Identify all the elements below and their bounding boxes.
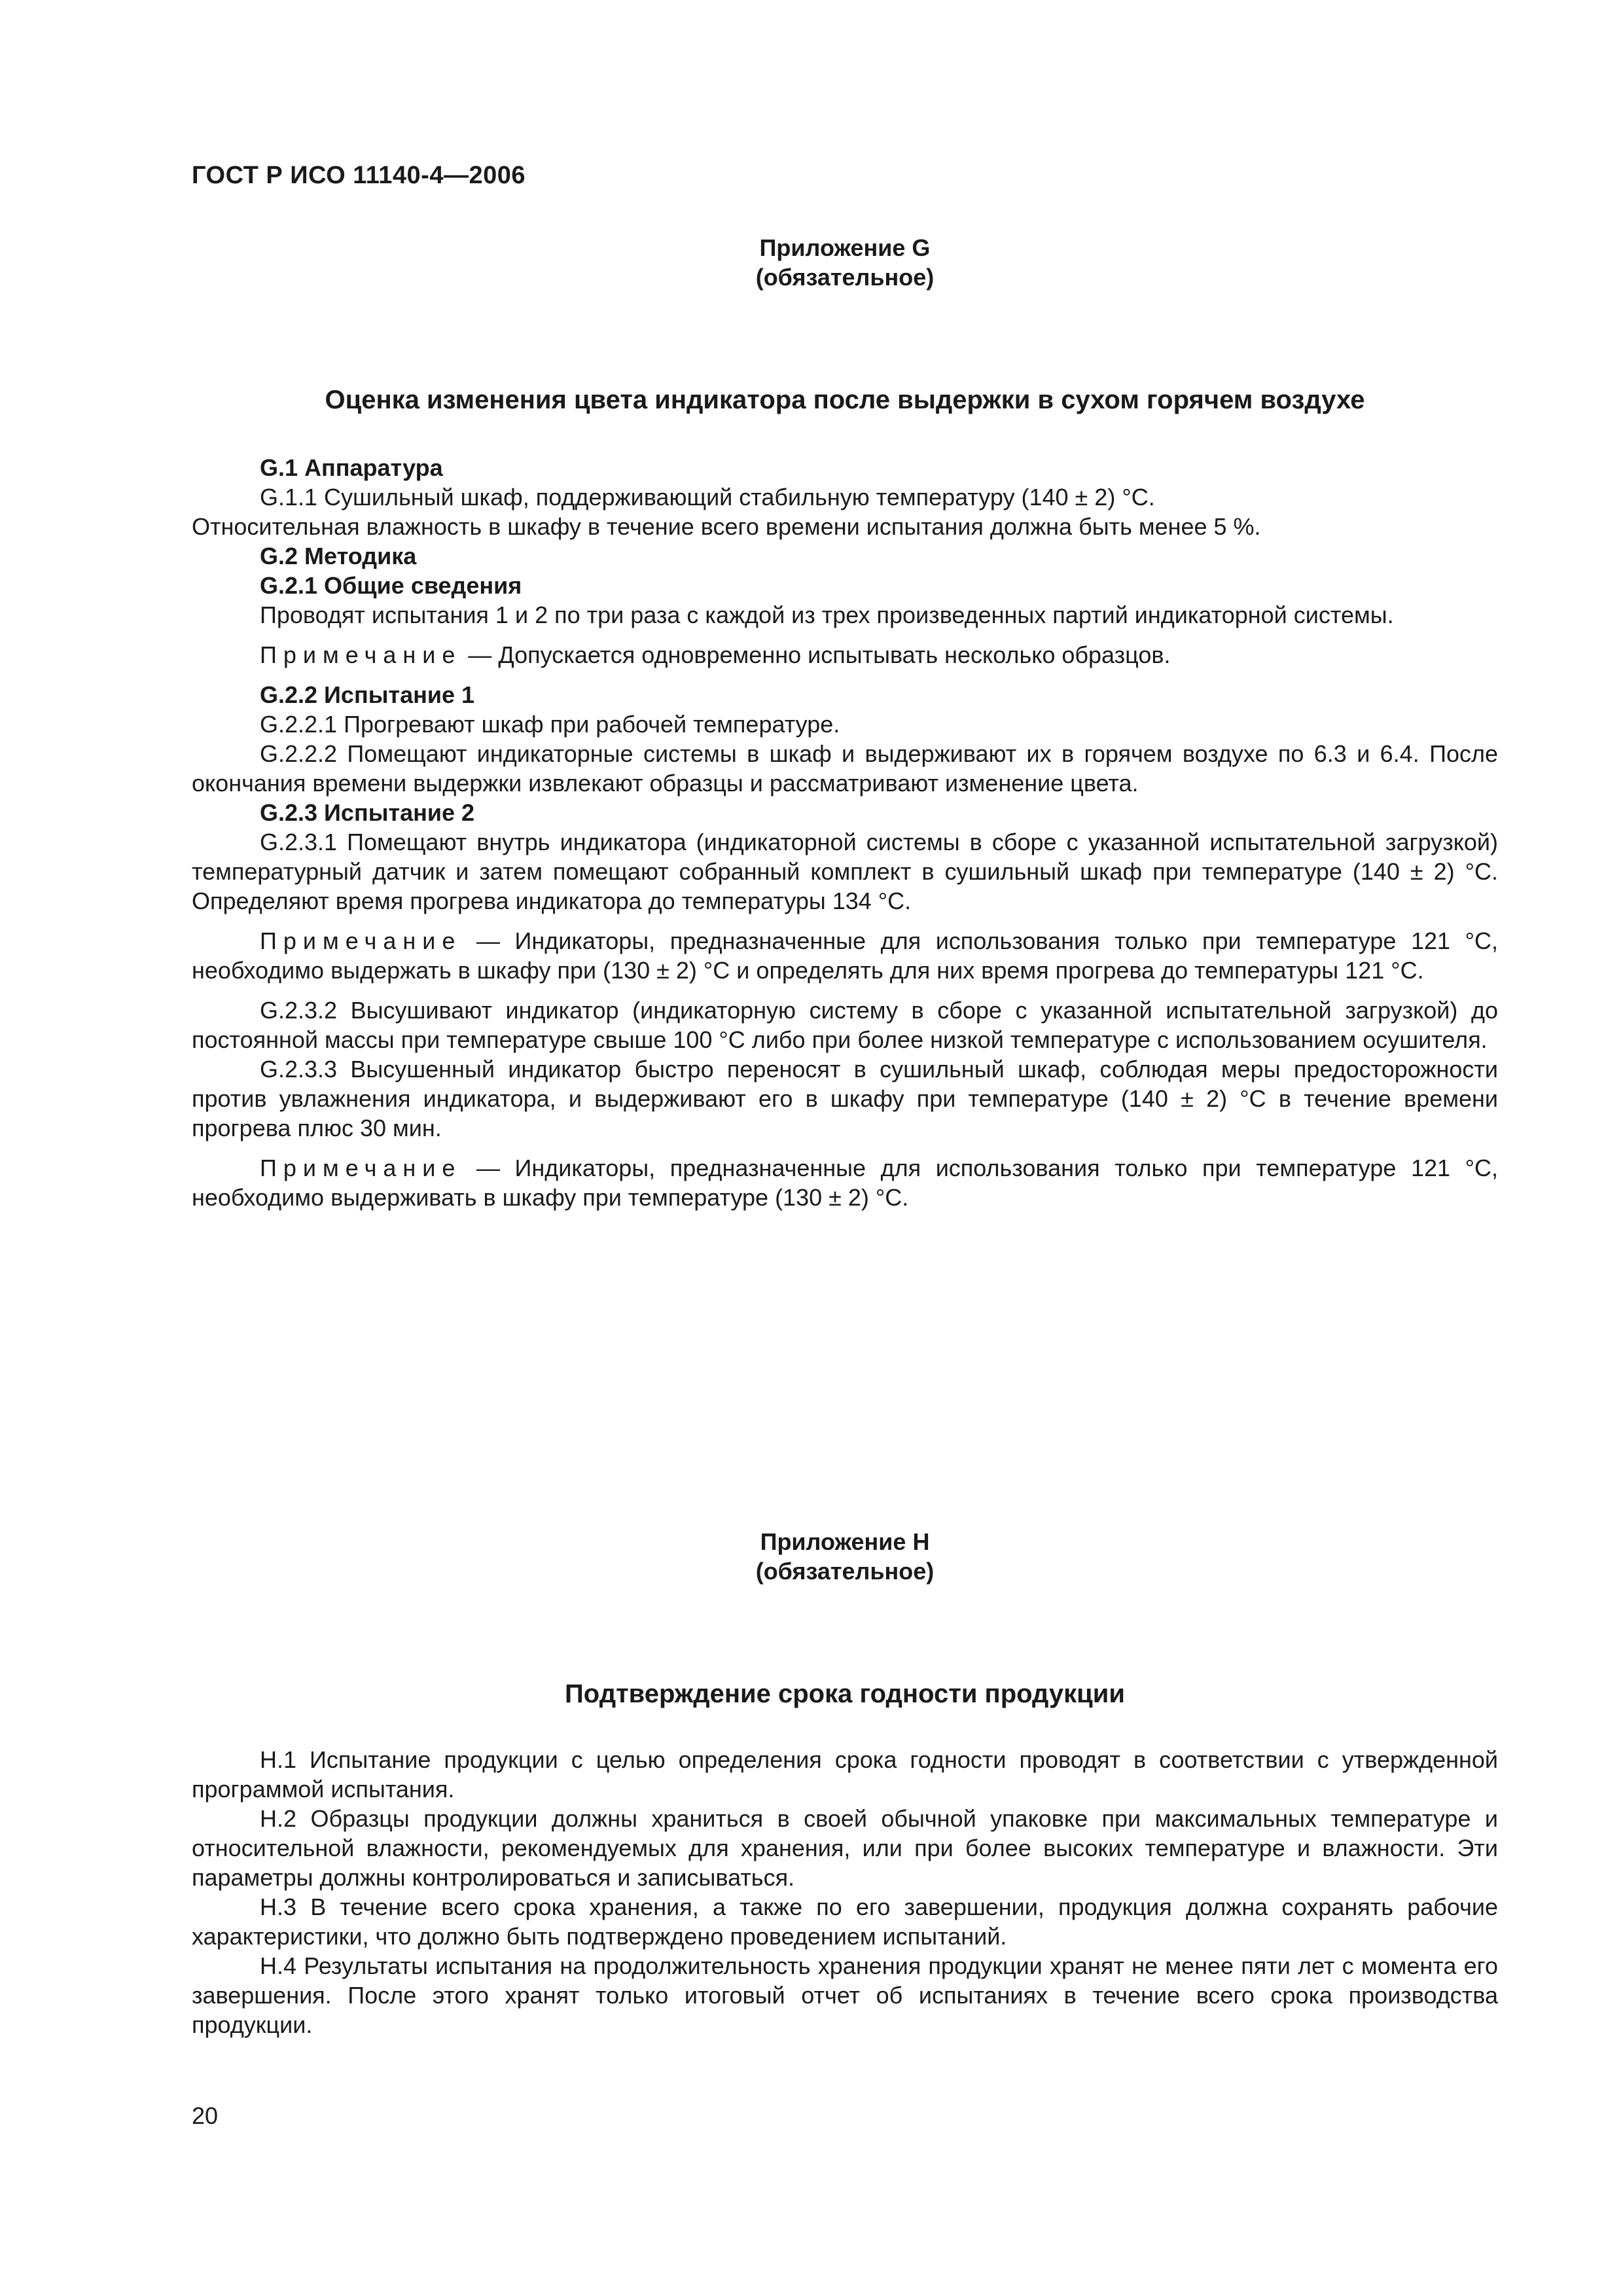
section-heading-g2: G.2 Методика	[260, 543, 417, 569]
annex-h-heading: Подтверждение срока годности продукции	[565, 1679, 1125, 1708]
document-id-header: ГОСТ Р ИСО 11140-4—2006	[192, 162, 526, 189]
paragraph-g2-2-1: G.2.2.1 Прогревают шкаф при рабочей температуре.	[260, 711, 840, 738]
section-heading-g2-3: G.2.3 Испытание 2	[260, 799, 475, 826]
paragraph-h1: Н.1 Испытание продукции с целью определения срока годности проводят в соответствии с утвержденной программой испытания.	[192, 1746, 1498, 1803]
note-2-text: — Индикаторы, предназначенные для использования только при температуре 121 °С, необходимо выдержать в шкафу при (130 ± 2) °С и определять для них время прогрева до температуры 121 °С.	[192, 927, 1498, 984]
section-heading-g2-1: G.2.1 Общие сведения	[260, 572, 522, 599]
paragraph-g2-1: Проводят испытания 1 и 2 по три раза с каждой из трех произведенных партий индикаторной системы.	[260, 601, 1394, 628]
annex-g-body	[192, 453, 1498, 1212]
annex-h-status: (обязательное)	[755, 1558, 935, 1585]
note-2-label: Примечание	[260, 927, 462, 954]
section-heading-g1: G.1 Аппаратура	[260, 454, 443, 481]
note-1-label: Примечание	[260, 641, 462, 668]
paragraph-g1-1-b: Относительная влажность в шкафу в течение всего времени испытания должна быть менее 5 %.	[192, 513, 1261, 540]
note-3-text: — Индикаторы, предназначенные для использования только при температуре 121 °С, необходимо выдерживать в шкафу при температуре (130 ± 2) °С.	[192, 1155, 1498, 1211]
annex-h-caption	[192, 1527, 1498, 1586]
note-1	[192, 640, 1498, 670]
page-number: 20	[192, 2102, 219, 2129]
paragraph-g1-1: G.1.1 Сушильный шкаф, поддерживающий стабильную температуру (140 ± 2) °С.	[260, 484, 1155, 511]
annex-g-title: Приложение G	[759, 234, 931, 261]
annex-h-title: Приложение Н	[760, 1528, 930, 1555]
paragraph-g2-2-2: G.2.2.2 Помещают индикаторные системы в шкаф и выдерживают их в горячем воздухе по 6.3 и 6.4. После окончания времени выдержки извлекают образцы и рассматривают изменение цвета.	[192, 740, 1498, 797]
note-3-label: Примечание	[260, 1155, 462, 1181]
note-1-text: — Допускается одновременно испытывать несколько образцов.	[461, 641, 1171, 668]
paragraph-h2: Н.2 Образцы продукции должны храниться в своей обычной упаковке при максимальных температуре и относительной влажности, рекомендуемых для хранения, или при более высоких температуре и влажности. Эти параметры должны контролироваться и записываться.	[192, 1805, 1498, 1891]
note-2	[192, 926, 1498, 985]
annex-g-heading: Оценка изменения цвета индикатора после выдержки в сухом горячем воздухе	[325, 386, 1365, 414]
paragraph-g2-3-3: G.2.3.3 Высушенный индикатор быстро переносят в сушильный шкаф, соблюдая меры предосторожности против увлажнения индикатора, и выдерживают его в шкафу при температуре (140 ± 2) °С в течение времени прогрева плюс 30 мин.	[192, 1056, 1498, 1141]
annex-h-body	[192, 1745, 1498, 2039]
paragraph-g2-3-1: G.2.3.1 Помещают внутрь индикатора (индикаторной системы в сборе с указанной испытательной загрузкой) температурный датчик и затем помещают собранный комплект в сушильный шкаф при температуре (140 ± 2) °С. Определяют время прогрева индикатора до температуры 134 °С.	[192, 829, 1498, 914]
paragraph-h4: Н.4 Результаты испытания на продолжительность хранения продукции хранят не менее пяти лет с момента его завершения. После этого хранят только итоговый отчет об испытаниях в течение всего срока производства продукции.	[192, 1952, 1498, 2038]
section-heading-g2-2: G.2.2 Испытание 1	[260, 681, 475, 708]
paragraph-h3: Н.3 В течение всего срока хранения, а также по его завершении, продукция должна сохранять рабочие характеристики, что должно быть подтверждено проведением испытаний.	[192, 1893, 1498, 1950]
annex-g-caption	[192, 233, 1498, 292]
paragraph-g2-3-2: G.2.3.2 Высушивают индикатор (индикаторную систему в сборе с указанной испытательной загрузкой) до постоянной массы при температуре свыше 100 °С либо при более низкой температуре с использованием осушителя.	[192, 997, 1498, 1053]
annex-g-status: (обязательное)	[755, 264, 935, 291]
note-3	[192, 1153, 1498, 1212]
